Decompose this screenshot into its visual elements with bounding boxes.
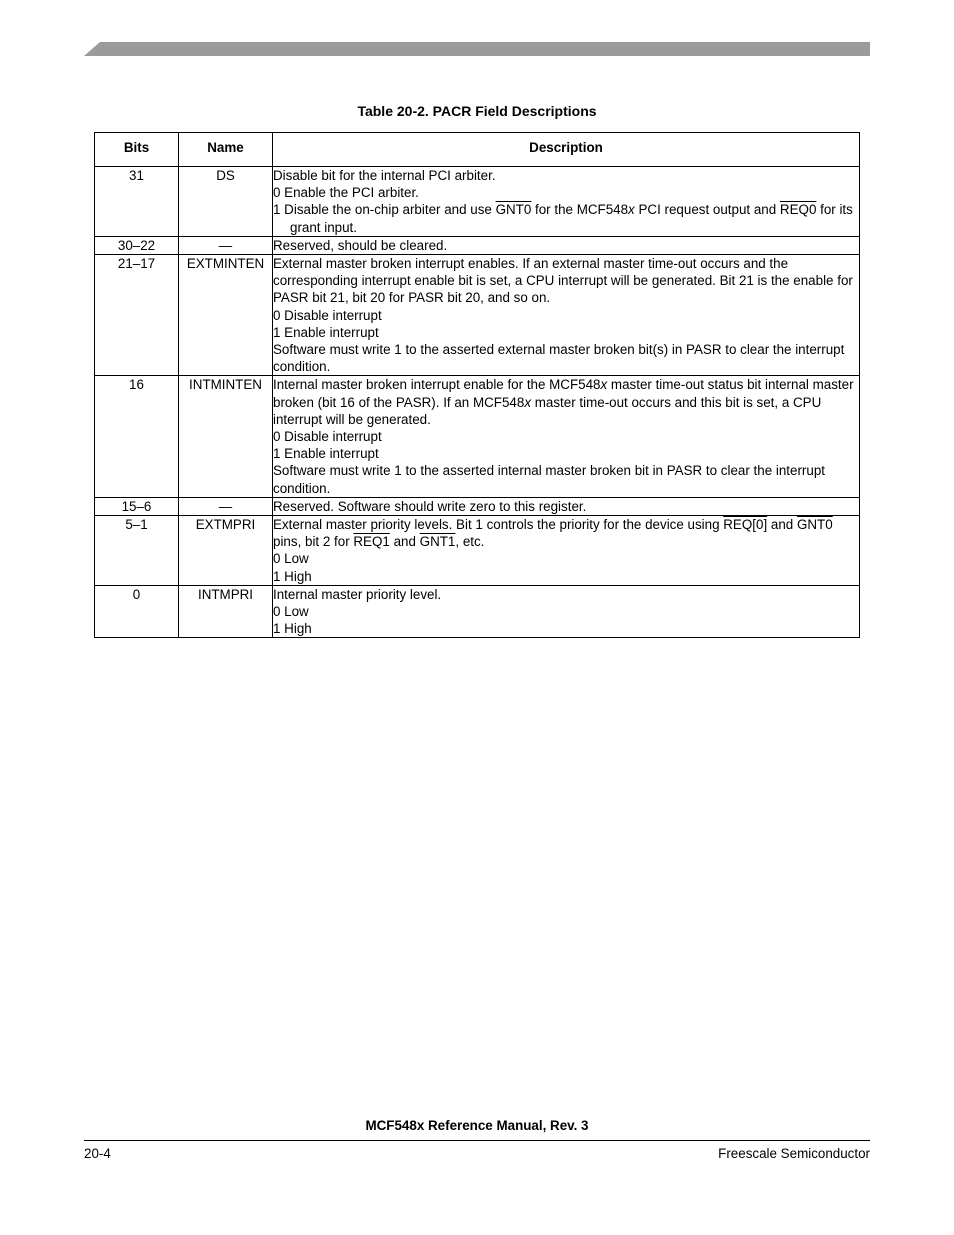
page-number: 20-4 [84,1146,111,1161]
description-line [273,428,859,445]
cell-name: EXTMINTEN [179,255,273,376]
description-text: 1 Enable interrupt [273,324,379,340]
description-line [273,603,859,620]
description-line [273,184,859,201]
cell-name: — [179,236,273,254]
description-line [273,462,859,496]
description-text: for its grant input. [290,202,853,235]
description-line [273,167,859,184]
description-line [273,376,859,428]
header-name: Name [179,133,273,167]
cell-name: EXTMPRI [179,516,273,586]
description-line [273,516,859,550]
table-title: Table 20-2. PACR Field Descriptions [357,103,597,119]
description-line [273,341,859,375]
description-line [273,307,859,324]
cell-bits: 30–22 [95,236,179,254]
cell-name: INTMINTEN [179,376,273,497]
description-text: 0 Low [273,604,309,620]
description-text: Internal master priority level. [273,586,442,602]
description-line [273,568,859,585]
cell-bits: 0 [95,585,179,638]
description-text: x [628,202,635,218]
table-header-row [95,133,860,167]
description-text: Reserved. Software should write zero to this register. [273,498,587,514]
active-low-signal: GNT0 [796,517,833,533]
cell-description [273,255,860,376]
description-text: x [600,377,608,393]
description-text: and [767,517,797,533]
description-line [273,445,859,462]
description-text: 1 High [273,621,312,637]
description-text: 0 Disable interrupt [273,429,382,445]
description-text: External master priority levels. Bit 1 controls the priority for the device using [273,517,724,533]
description-text: and [389,534,420,550]
cell-description [273,585,860,638]
description-text: , etc. [455,534,485,550]
description-line [273,620,859,637]
header-bits: Bits [95,133,179,167]
cell-bits: 21–17 [95,255,179,376]
description-line [273,586,859,603]
cell-name: — [179,497,273,515]
footer-rule [84,1140,870,1141]
table-row [95,376,860,497]
description-text: pins, bit 2 for [273,534,354,550]
description-text: Software must write 1 to the asserted internal master broken bit in PASR to clear the interrupt condition. [273,463,825,496]
active-low-signal: REQ0 [779,202,817,218]
cell-bits: 16 [95,376,179,497]
table-row [95,516,860,586]
table-row [95,236,860,254]
description-line [273,255,859,307]
active-low-signal: REQ[0] [723,517,768,533]
description-text: 0 Enable the PCI arbiter. [273,185,419,201]
manual-title: MCF548x Reference Manual, Rev. 3 [365,1118,589,1133]
cell-name: INTMPRI [179,585,273,638]
cell-description [273,167,860,237]
description-line [273,324,859,341]
description-text: master time-out status bit internal master broken (bit 16 of the PASR). If an MCF548 [273,377,854,410]
description-text: 1 Enable interrupt [273,446,379,462]
cell-bits: 15–6 [95,497,179,515]
cell-description [273,516,860,586]
description-text: Internal master broken interrupt enable for the MCF548 [273,377,601,393]
description-text: master time-out occurs and this bit is set, a CPU interrupt will be generated. [273,394,822,427]
description-text: 0 Low [273,551,309,567]
description-text: Software must write 1 to the asserted external master broken bit(s) in PASR to clear the interrupt condition. [273,342,845,375]
table-row [95,167,860,237]
description-line [273,237,859,254]
description-text: External master broken interrupt enables. If an external master time-out occurs and the corresponding interrupt enable bit is set, a CPU interrupt will be generated. Bit 21 is the enable for PASR bit 21, bit 20 for PASR bit 20, and so on. [273,256,853,306]
description-line [273,550,859,567]
description-text: Disable bit for the internal PCI arbiter. [273,168,496,183]
description-text: 0 Disable interrupt [273,307,382,323]
table-row [95,255,860,376]
description-text: 1 High [273,568,312,584]
cell-bits: 5–1 [95,516,179,586]
table-row [95,585,860,638]
description-line [273,201,859,235]
active-low-signal: GNT1 [419,534,456,550]
cell-description [273,497,860,515]
active-low-signal: REQ1 [353,534,390,550]
cell-bits: 31 [95,167,179,237]
header-bar [84,42,870,56]
description-text: PCI request output and [634,202,780,218]
pacr-field-table [94,132,860,638]
description-text: for the MCF548 [531,202,629,218]
cell-name: DS [179,167,273,237]
description-line [273,498,859,515]
description-text: 1 Disable the on-chip arbiter and use [273,202,496,218]
table-row [95,497,860,515]
company-name: Freescale Semiconductor [718,1146,870,1161]
description-text: x [524,394,532,410]
header-description: Description [273,133,860,167]
description-text: Reserved, should be cleared. [273,237,448,253]
active-low-signal: GNT0 [495,202,532,218]
cell-description [273,376,860,497]
cell-description [273,236,860,254]
